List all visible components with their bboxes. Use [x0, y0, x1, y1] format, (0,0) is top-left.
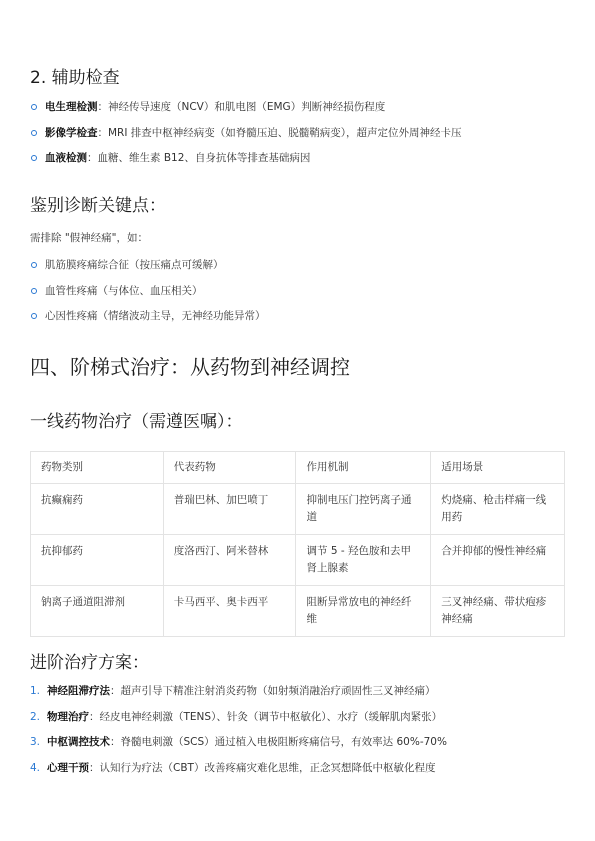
- table-cell: 抗抑郁药: [31, 535, 164, 586]
- table-cell: 调节 5 - 羟色胺和去甲肾上腺素: [296, 535, 431, 586]
- auxiliary-exam-list: [30, 100, 462, 177]
- item-text: ：血糖、维生素 B12、自身抗体等排查基础病因: [87, 152, 311, 164]
- list-number: 1.: [30, 685, 41, 697]
- item-label: 物理治疗: [47, 710, 89, 723]
- bullet-icon: [31, 130, 37, 136]
- table-row: [31, 484, 565, 535]
- item-text: ：脊髓电刺激（SCS）通过植入电极阻断疼痛信号，有效率达 60%-70%: [110, 736, 447, 748]
- differential-list: [30, 258, 266, 335]
- section-2-heading: 2. 辅助检查: [30, 68, 120, 88]
- item-text: ：MRI 排查中枢神经病变（如脊髓压迫、脱髓鞘病变），超声定位外周神经卡压: [97, 126, 462, 139]
- table-header-cell: 代表药物: [163, 452, 296, 484]
- item-text: ：经皮电神经刺激（TENS）、针灸（调节中枢敏化）、水疗（缓解肌肉紧张）: [89, 710, 443, 723]
- differential-heading: 鉴别诊断关键点：: [30, 196, 166, 216]
- list-item: [30, 284, 266, 310]
- list-item: [30, 126, 462, 152]
- item-text: 心因性疼痛（情绪波动主导，无神经功能异常）: [45, 310, 266, 322]
- advanced-list: [30, 684, 447, 786]
- table-cell: 钠离子通道阻滞剂: [31, 586, 164, 637]
- differential-intro: 需排除 "假神经痛"，如：: [30, 232, 148, 244]
- list-item: [30, 100, 462, 126]
- first-line-heading: 一线药物治疗（需遵医嘱）：: [30, 412, 243, 432]
- list-item: [30, 258, 266, 284]
- section-4-heading: 四、阶梯式治疗：从药物到神经调控: [30, 355, 350, 379]
- list-number: 4.: [30, 761, 41, 774]
- table-header-cell: 适用场景: [431, 452, 565, 484]
- table-row: [31, 586, 565, 637]
- list-item: [30, 309, 266, 335]
- drug-table: [30, 451, 565, 637]
- table-cell: 卡马西平、奥卡西平: [163, 586, 296, 637]
- bullet-icon: [31, 288, 37, 294]
- table-cell: 三叉神经痛、带状疱疹神经痛: [431, 586, 565, 637]
- bullet-icon: [31, 104, 37, 110]
- item-label: 心理干预: [47, 761, 89, 774]
- item-text: ：认知行为疗法（CBT）改善疼痛灾难化思维，正念冥想降低中枢敏化程度: [89, 761, 436, 774]
- table-header-cell: 药物类别: [31, 452, 164, 484]
- item-label: 血液检测: [45, 152, 87, 164]
- list-item: [30, 761, 447, 787]
- table-cell: 阻断异常放电的神经纤维: [296, 586, 431, 637]
- table-cell: 普瑞巴林、加巴喷丁: [163, 484, 296, 535]
- list-number: 3.: [30, 736, 41, 748]
- item-label: 电生理检测: [45, 101, 98, 113]
- bullet-icon: [31, 313, 37, 319]
- item-text: 血管性疼痛（与体位、血压相关）: [45, 284, 203, 297]
- item-label: 神经阻滞疗法: [47, 685, 110, 697]
- table-header-cell: 作用机制: [296, 452, 431, 484]
- table-header-row: [31, 452, 565, 484]
- bullet-icon: [31, 155, 37, 161]
- table-cell: 抗癫痫药: [31, 484, 164, 535]
- bullet-icon: [31, 262, 37, 268]
- item-label: 中枢调控技术: [47, 736, 110, 748]
- item-text: 肌筋膜疼痛综合征（按压痛点可缓解）: [45, 259, 224, 271]
- list-item: [30, 735, 447, 761]
- table-cell: 抑制电压门控钙离子通道: [296, 484, 431, 535]
- list-item: [30, 151, 462, 177]
- list-item: [30, 710, 447, 736]
- table-cell: 灼烧痛、枪击样痛一线用药: [431, 484, 565, 535]
- list-number: 2.: [30, 710, 41, 723]
- table-cell: 合并抑郁的慢性神经痛: [431, 535, 565, 586]
- table-cell: 度洛西汀、阿米替林: [163, 535, 296, 586]
- advanced-heading: 进阶治疗方案：: [30, 653, 149, 673]
- item-text: ：超声引导下精准注射消炎药物（如射频消融治疗顽固性三叉神经痛）: [110, 685, 436, 697]
- item-text: ：神经传导速度（NCV）和肌电图（EMG）判断神经损伤程度: [97, 101, 386, 113]
- table-row: [31, 535, 565, 586]
- item-label: 影像学检查: [45, 126, 98, 139]
- list-item: [30, 684, 447, 710]
